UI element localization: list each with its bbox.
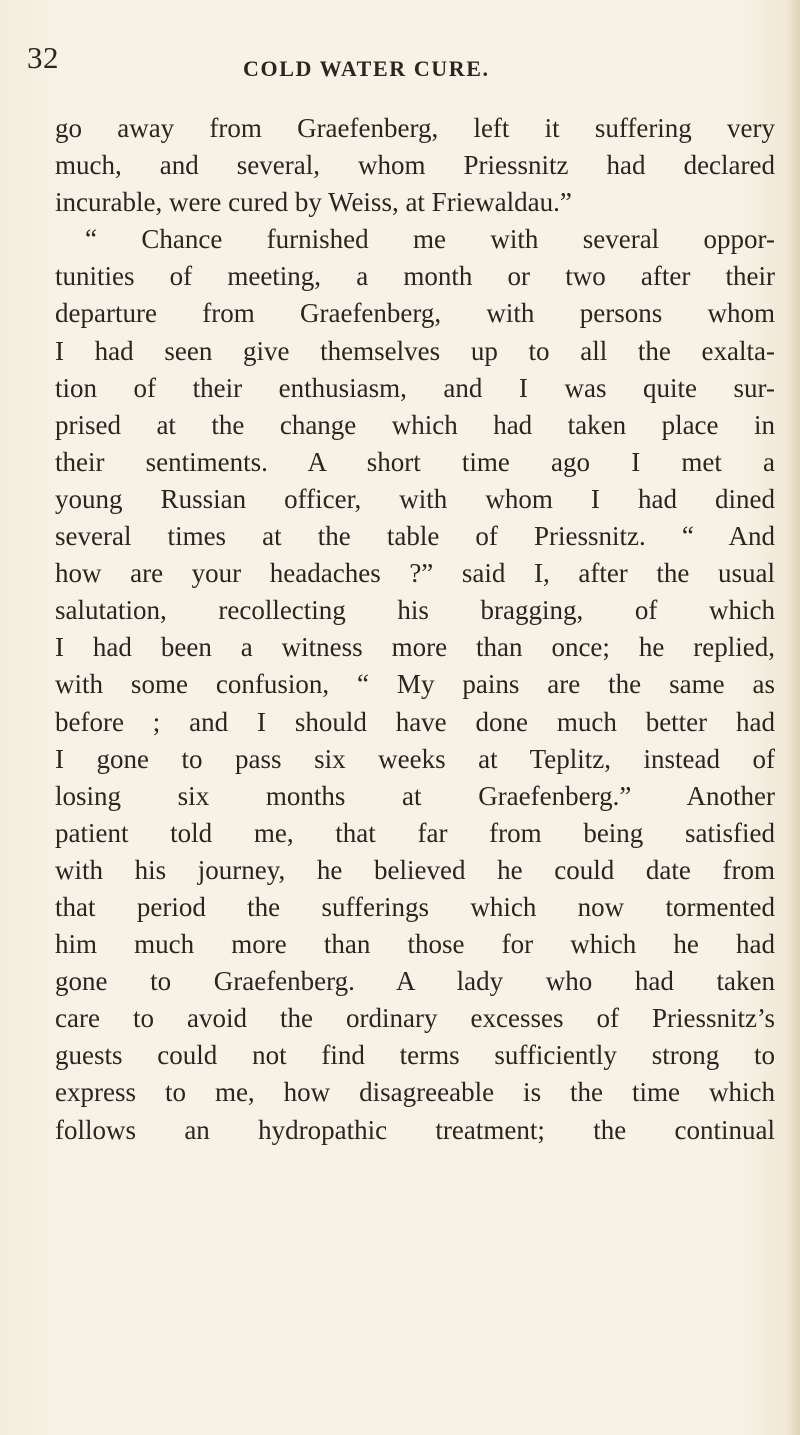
text-line: guests could not find terms sufficiently strong to — [55, 1040, 775, 1071]
running-head: COLD WATER CURE. — [243, 56, 490, 81]
body-text — [55, 110, 775, 1149]
text-line: tunities of meeting, a month or two after their — [55, 261, 775, 292]
page-edge-shadow — [786, 0, 800, 1435]
text-line: tion of their enthusiasm, and I was quite sur- — [55, 372, 775, 403]
text-line: young Russian officer, with whom I had dined — [55, 483, 775, 514]
text-line: with some confusion, “ My pains are the same as — [55, 669, 775, 700]
text-line: losing six months at Graefenberg.” Another — [55, 780, 775, 811]
text-line: that period the sufferings which now tormented — [55, 891, 775, 922]
text-line: incurable, were cured by Weiss, at Friewaldau.” — [55, 187, 572, 218]
text-line: departure from Graefenberg, with persons whom — [55, 298, 775, 329]
text-line: their sentiments. A short time ago I met a — [55, 446, 775, 477]
text-line: express to me, how disagreeable is the time which — [55, 1077, 775, 1108]
text-line: much, and several, whom Priessnitz had declared — [55, 150, 775, 181]
text-line: follows an hydropathic treatment; the continual — [55, 1114, 775, 1145]
text-line: patient told me, that far from being satisfied — [55, 817, 775, 848]
text-line: salutation, recollecting his bragging, of which — [55, 595, 775, 626]
text-line: how are your headaches ?” said I, after the usual — [55, 558, 775, 589]
text-line: him much more than those for which he had — [55, 929, 775, 960]
text-line: I had been a witness more than once; he replied, — [55, 632, 775, 663]
text-line: with his journey, he believed he could date from — [55, 854, 775, 885]
text-line: “ Chance furnished me with several oppor- — [85, 224, 775, 255]
text-line: before ; and I should have done much better had — [55, 706, 775, 737]
text-line: gone to Graefenberg. A lady who had taken — [55, 966, 775, 997]
text-line: I gone to pass six weeks at Teplitz, instead of — [55, 743, 775, 774]
text-line: go away from Graefenberg, left it suffering very — [55, 113, 775, 143]
text-line: I had seen give themselves up to all the exalta- — [55, 335, 775, 366]
text-line: care to avoid the ordinary excesses of Priessnitz’s — [55, 1003, 775, 1034]
text-line: prised at the change which had taken place in — [55, 409, 775, 440]
page-number: 32 — [27, 40, 59, 75]
text-line: several times at the table of Priessnitz. “ And — [55, 521, 775, 552]
